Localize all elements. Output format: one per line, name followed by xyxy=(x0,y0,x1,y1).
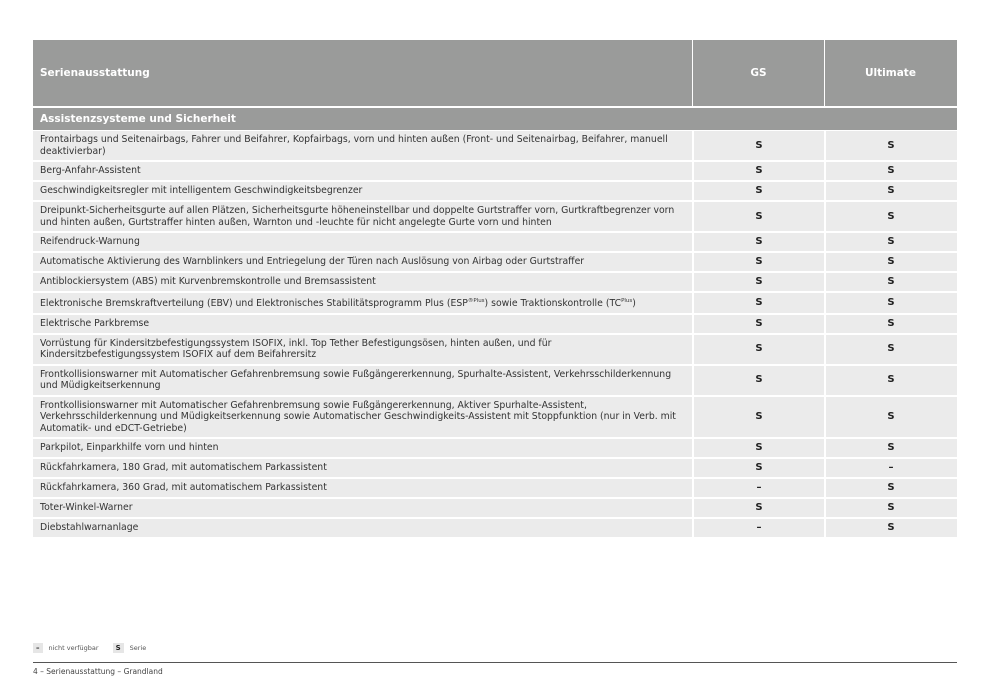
ultimate-availability: S xyxy=(824,397,956,438)
gs-availability: – xyxy=(692,479,824,497)
feature-label xyxy=(33,499,692,517)
legend-s: S xyxy=(113,643,124,653)
table-row xyxy=(33,519,957,539)
ultimate-availability: S xyxy=(824,499,956,517)
feature-label xyxy=(33,439,692,457)
gs-availability: S xyxy=(692,253,824,271)
ultimate-availability: S xyxy=(824,202,956,231)
feature-text: Rückfahrkamera, 180 Grad, mit automatischem Parkassistent xyxy=(40,462,327,474)
ultimate-availability: S xyxy=(824,233,956,251)
table-row xyxy=(33,253,957,273)
ultimate-availability: S xyxy=(824,366,956,395)
feature-label xyxy=(33,459,692,477)
table-row xyxy=(33,273,957,293)
feature-text: Frontkollisionswarner mit Automatischer Gefahrenbremsung sowie Fußgängererkennung, Aktiver Spurhalte-Assistent, Verkehrsschilderkennung und Müdigkeitserkennung sowie Automatischer Geschwindigkeits-Assistent mit Stoppfunktion (nur in Verb. mit Automatik- und eDCT-Getriebe) xyxy=(40,399,676,434)
feature-label xyxy=(33,233,692,251)
superscript: Plus xyxy=(621,298,633,304)
gs-availability: S xyxy=(692,162,824,180)
text-segment: ) xyxy=(632,298,636,310)
legend-s-label: Serie xyxy=(129,644,147,652)
ultimate-availability: S xyxy=(824,315,956,333)
gs-availability: S xyxy=(692,273,824,291)
ultimate-availability: S xyxy=(824,519,956,537)
header-gs: GS xyxy=(692,40,824,106)
feature-text: Automatische Aktivierung des Warnblinkers und Entriegelung der Türen nach Auslösung von Airbag oder Gurtstraffer xyxy=(40,256,585,268)
ultimate-availability: S xyxy=(824,182,956,200)
table-row xyxy=(33,182,957,202)
table-row xyxy=(33,397,957,440)
feature-text: Elektrische Parkbremse xyxy=(40,317,150,329)
superscript: ®Plus xyxy=(467,298,485,304)
ultimate-availability: S xyxy=(824,162,956,180)
gs-availability: S xyxy=(692,459,824,477)
table-row xyxy=(33,293,957,315)
table-row xyxy=(33,479,957,499)
ultimate-availability: S xyxy=(824,293,956,313)
feature-text: Reifendruck-Warnung xyxy=(40,236,140,248)
table-row xyxy=(33,366,957,397)
table-header xyxy=(33,40,957,108)
legend xyxy=(33,643,146,653)
gs-availability: S xyxy=(692,233,824,251)
header-ultimate: Ultimate xyxy=(824,40,956,106)
feature-text: Diebstahlwarnanlage xyxy=(40,522,139,534)
ultimate-availability: S xyxy=(824,335,956,364)
gs-availability: S xyxy=(692,182,824,200)
text-segment: Elektronische Bremskraftverteilung (EBV) und Elektronisches Stabilitätsprogramm Plus (ESP xyxy=(40,298,468,310)
gs-availability: S xyxy=(692,499,824,517)
text-segment: ) sowie Traktionskontrolle (TC xyxy=(484,298,622,310)
gs-availability: – xyxy=(692,519,824,537)
gs-availability: S xyxy=(692,293,824,313)
gs-availability: S xyxy=(692,315,824,333)
ultimate-availability: S xyxy=(824,253,956,271)
gs-availability: S xyxy=(692,202,824,231)
feature-text: Vorrüstung für Kindersitzbefestigungssystem ISOFIX, inkl. Top Tether Befestigungsösen, hinten außen, und für Kindersitzbefestigungssystem ISOFIX auf dem Beifahrersitz xyxy=(40,337,552,361)
feature-label xyxy=(33,315,692,333)
feature-label xyxy=(33,335,692,364)
feature-text: Antiblockiersystem (ABS) mit Kurvenbremskontrolle und Bremsassistent xyxy=(40,276,376,288)
feature-text: Berg-Anfahr-Assistent xyxy=(40,165,141,177)
feature-label xyxy=(33,162,692,180)
table-row xyxy=(33,233,957,253)
header-feature: Serienausstattung xyxy=(40,67,150,79)
page-footer: 4 – Serienausstattung – Grandland xyxy=(33,667,163,676)
feature-text: Rückfahrkamera, 360 Grad, mit automatischem Parkassistent xyxy=(40,482,327,494)
feature-label xyxy=(33,293,692,313)
feature-label xyxy=(33,202,692,231)
table-row xyxy=(33,315,957,335)
feature-text: Frontairbags und Seitenairbags, Fahrer und Beifahrer, Kopfairbags, vorn und hinten außen (Front- und Seitenairbag, Beifahrer, manuell deaktivierbar) xyxy=(40,134,668,157)
feature-text xyxy=(40,296,636,310)
feature-text: Frontkollisionswarner mit Automatischer Gefahrenbremsung sowie Fußgängererkennung, Spurhalte-Assistent, Verkehrsschilderkennung und Müdigkeitserkennung xyxy=(40,368,672,392)
legend-dash: – xyxy=(33,643,43,653)
legend-dash-label: nicht verfügbar xyxy=(48,644,99,652)
feature-label xyxy=(33,366,692,395)
gs-availability: S xyxy=(692,397,824,438)
ultimate-availability: S xyxy=(824,439,956,457)
table-row xyxy=(33,131,957,162)
gs-availability: S xyxy=(692,131,824,160)
ultimate-availability: S xyxy=(824,479,956,497)
table-row xyxy=(33,335,957,366)
feature-label xyxy=(33,253,692,271)
table-row xyxy=(33,499,957,519)
feature-text: Dreipunkt-Sicherheitsgurte auf allen Plätzen, Sicherheitsgurte höheneinstellbar und doppelte Gurtstraffer vorn, Gurtkraftbegrenzer vorn und hinten außen, Gurtstraffer hinten außen, Warnton und -leuchte für nicht angelegte Gurte vorn und hinten xyxy=(40,205,675,228)
feature-label xyxy=(33,397,692,438)
feature-label xyxy=(33,479,692,497)
section-title: Assistenzsysteme und Sicherheit xyxy=(33,108,957,131)
table-row xyxy=(33,202,957,233)
feature-label xyxy=(33,131,692,160)
equipment-table xyxy=(33,40,957,539)
table-row xyxy=(33,459,957,479)
ultimate-availability: S xyxy=(824,273,956,291)
feature-label xyxy=(33,519,692,537)
gs-availability: S xyxy=(692,439,824,457)
gs-availability: S xyxy=(692,335,824,364)
feature-text: Toter-Winkel-Warner xyxy=(40,502,133,514)
ultimate-availability: S xyxy=(824,131,956,160)
feature-text: Geschwindigkeitsregler mit intelligentem Geschwindigkeitsbegrenzer xyxy=(40,185,363,197)
table-row xyxy=(33,162,957,182)
feature-text: Parkpilot, Einparkhilfe vorn und hinten xyxy=(40,442,219,454)
gs-availability: S xyxy=(692,366,824,395)
feature-label xyxy=(33,182,692,200)
ultimate-availability: – xyxy=(824,459,956,477)
table-row xyxy=(33,439,957,459)
footer-divider xyxy=(33,662,957,663)
feature-label xyxy=(33,273,692,291)
